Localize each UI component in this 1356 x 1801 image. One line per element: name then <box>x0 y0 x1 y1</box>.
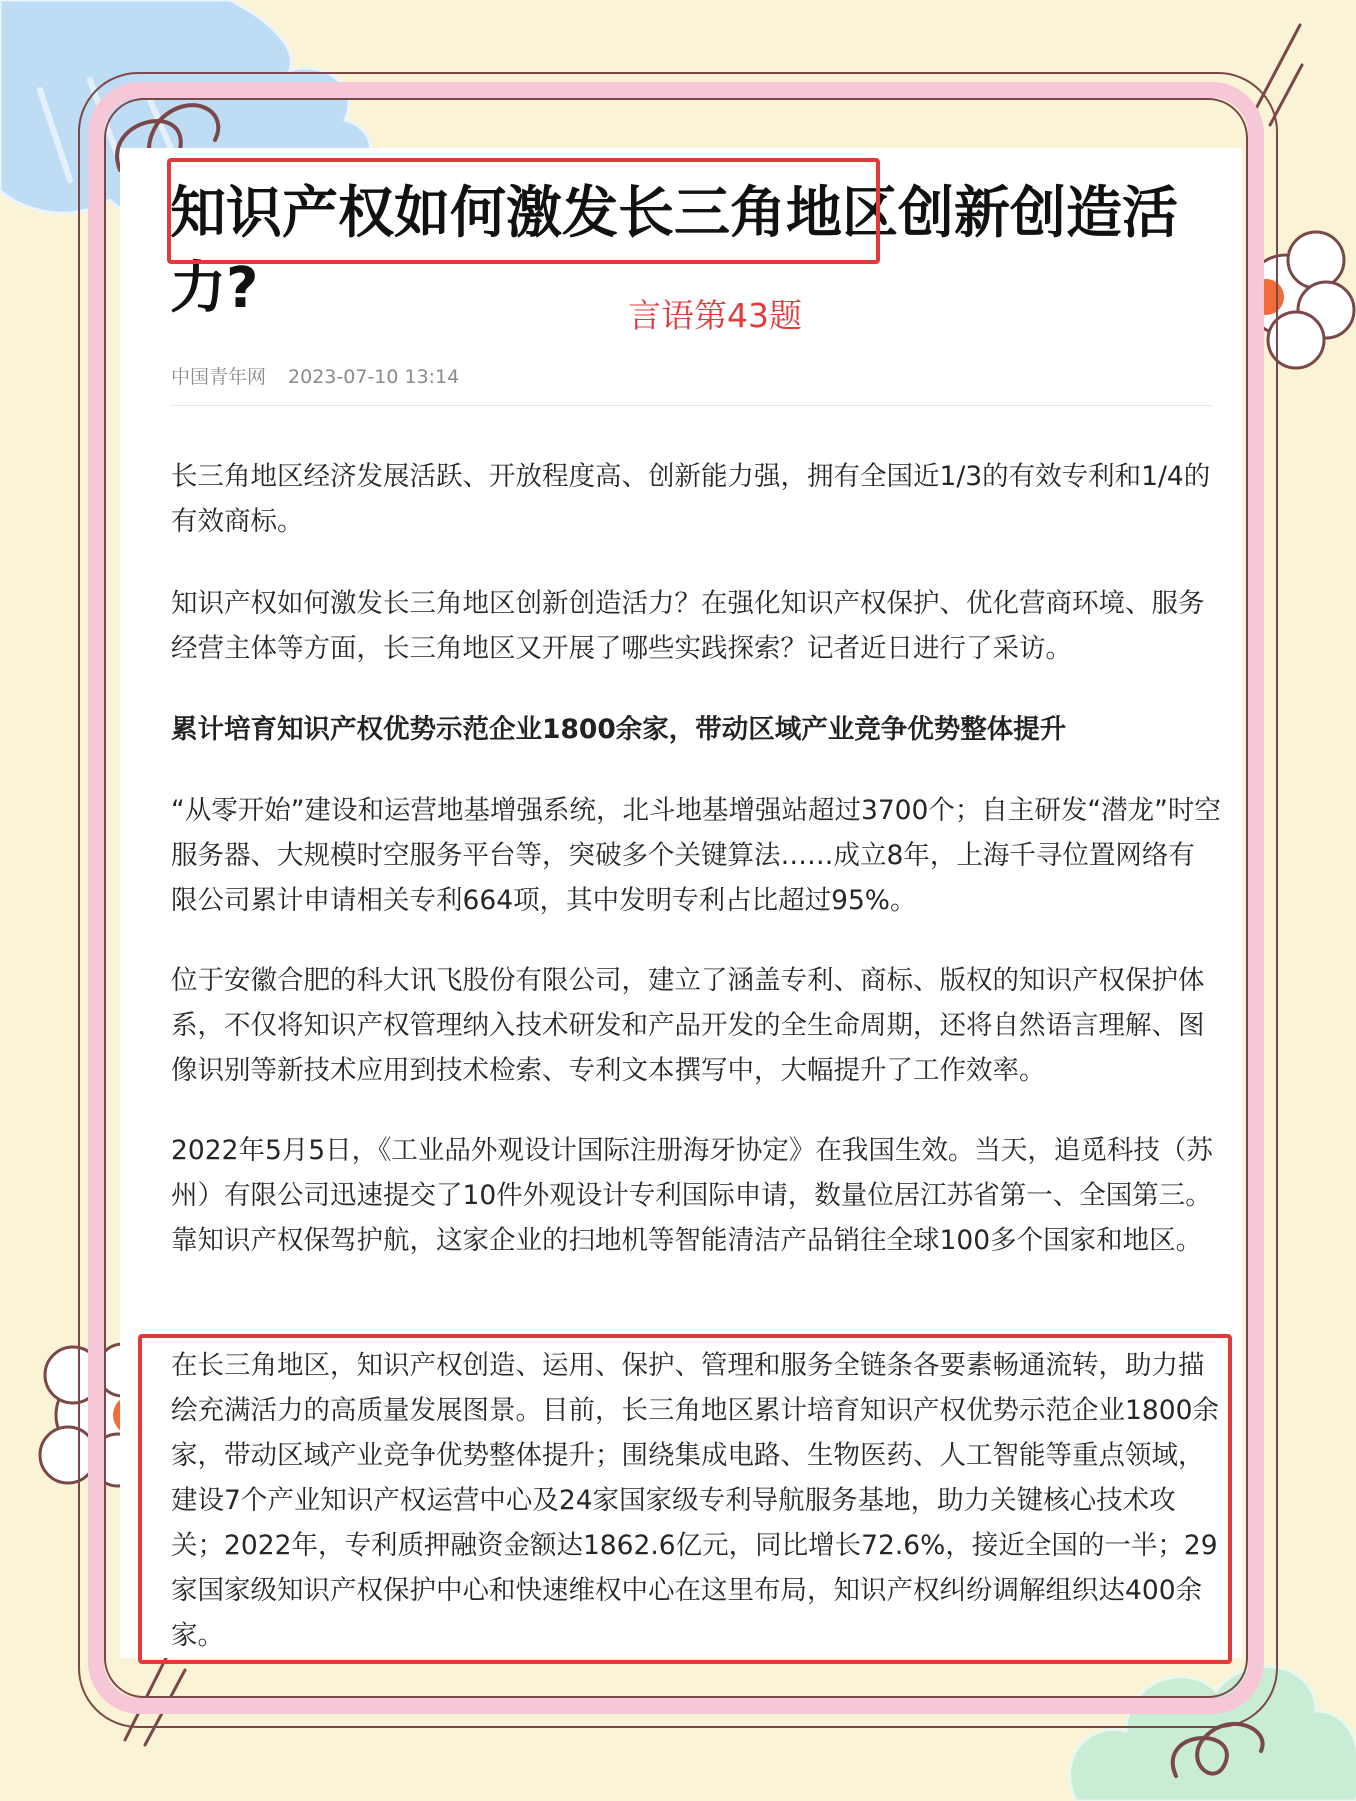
paragraph-5: 2022年5月5日，《工业品外观设计国际注册海牙协定》在我国生效。当天，追觅科技（苏州）有限公司迅速提交了10件外观设计专利国际申请，数量位居江苏省第一、全国第三。靠知识产权保驾护航，这家企业的扫地机等智能清洁产品销往全球100多个国家和地区。 <box>171 1135 1213 1256</box>
question-tag: 言语第43题 <box>628 296 802 335</box>
article-title: 知识产权如何激发长三角地区创新创造活力? <box>170 181 1178 321</box>
paragraph-1: 长三角地区经济发展活跃、开放程度高、创新能力强，拥有全国近1/3的有效专利和1/4的有效商标。 <box>171 461 1211 537</box>
paragraph-3: “从零开始”建设和运营地基增强系统，北斗地基增强站超过3700个；自主研发“潜龙”时空服务器、大规模时空服务平台等，突破多个关键算法……成立8年，上海千寻位置网络有限公司累计申请相关专利664项，其中发明专利占比超过95%。 <box>171 795 1221 916</box>
section-heading: 累计培育知识产权优势示范企业1800余家，带动区域产业竞争优势整体提升 <box>171 714 1067 745</box>
paragraph-highlight-box <box>138 1334 1232 1664</box>
article-meta <box>171 362 459 389</box>
article-source[interactable]: 中国青年网 <box>171 366 267 388</box>
title-highlight-box <box>167 158 880 264</box>
divider <box>170 405 1212 406</box>
article-date: 2023-07-10 13:14 <box>288 366 460 388</box>
paragraph-6: 在长三角地区，知识产权创造、运用、保护、管理和服务全链条各要素畅通流转，助力描绘充满活力的高质量发展图景。目前，长三角地区累计培育知识产权优势示范企业1800余家，带动区域产业竞争优势整体提升；围绕集成电路、生物医药、人工智能等重点领域，建设7个产业知识产权运营中心及24家国家级专利导航服务基地，助力关键核心技术攻关；2022年，专利质押融资金额达1862.6亿元，同比增长72.6%，接近全国的一半；29家国家级知识产权保护中心和快速维权中心在这里布局，知识产权纠纷调解组织达400余家。 <box>171 1350 1219 1651</box>
paragraph-4: 位于安徽合肥的科大讯飞股份有限公司，建立了涵盖专利、商标、版权的知识产权保护体系，不仅将知识产权管理纳入技术研发和产品开发的全生命周期，还将自然语言理解、图像识别等新技术应用到技术检索、专利文本撰写中，大幅提升了工作效率。 <box>171 965 1205 1086</box>
paragraph-2: 知识产权如何激发长三角地区创新创造活力？在强化知识产权保护、优化营商环境、服务经营主体等方面，长三角地区又开展了哪些实践探索？记者近日进行了采访。 <box>171 588 1205 664</box>
